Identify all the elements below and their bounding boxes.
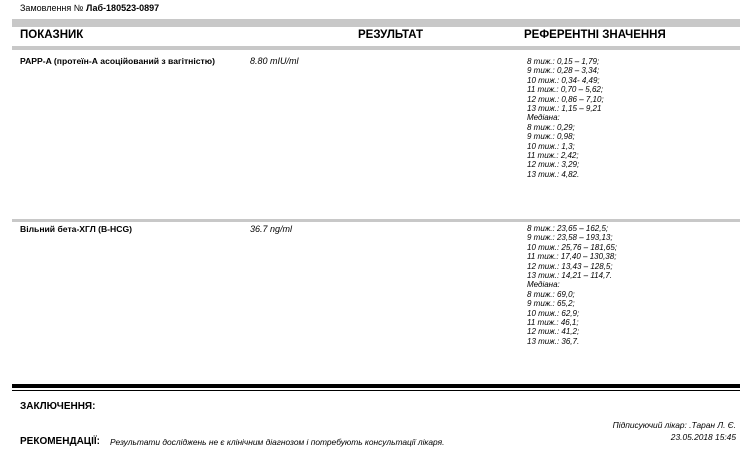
reference-line: 9 тиж.: 65,2; [527,299,575,309]
result-value: 36.7 ng/ml [250,224,293,234]
signature-datetime: 23.05.2018 15:45 [670,432,736,442]
reference-line: 13 тиж.: 1,15 – 9,21 [527,104,602,114]
indicator-name: Вільний бета-ХГЛ (B-HCG) [20,224,132,234]
header-result: РЕЗУЛЬТАТ [358,29,424,41]
reference-line: 12 тиж.: 3,29; [527,160,580,170]
header-bar-top [12,19,740,27]
reference-line: Медіана: [527,280,560,290]
order-id: Лаб-180523-0897 [85,3,160,13]
order-label: Замовлення № [20,3,84,13]
recommendations-text: Результати досліджень не є клінічним діагнозом і потребують консультації лікаря. [110,437,445,447]
header-bar-bottom [12,46,740,50]
reference-line: 10 тиж.: 25,76 – 181,65; [527,242,618,252]
conclusion-label: ЗАКЛЮЧЕННЯ: [20,401,96,412]
reference-line: 13 тиж.: 36,7. [527,336,580,346]
reference-line: 9 тиж.: 23,58 – 193,13; [527,233,613,243]
reference-line: 10 тиж.: 1,3; [527,141,575,151]
header-reference: РЕФЕРЕНТНІ ЗНАЧЕННЯ [524,29,666,41]
reference-line: 11 тиж.: 46,1; [527,318,579,328]
reference-values [527,57,604,179]
reference-line: 8 тиж.: 69,0; [527,289,575,299]
order-number [20,3,159,13]
reference-line: 12 тиж.: 41,2; [527,327,580,337]
reference-line: 13 тиж.: 14,21 – 114,7. [527,271,612,281]
reference-line: 13 тиж.: 4,82. [527,169,580,179]
reference-line: 9 тиж.: 0,98; [527,132,575,142]
divider-thin [12,390,740,391]
reference-line: 12 тиж.: 13,43 – 128,5; [527,261,613,271]
reference-line: 8 тиж.: 0,15 – 1,79; [527,57,600,66]
result-value: 8.80 mIU/ml [250,56,299,66]
row-divider [12,219,740,222]
reference-values [527,224,617,346]
header-indicator: ПОКАЗНИК [20,29,84,41]
reference-line: 12 тиж.: 0,86 – 7,10; [527,94,604,104]
reference-line: 11 тиж.: 0,70 – 5,62; [527,85,604,95]
reference-line: 8 тиж.: 0,29; [527,122,575,132]
reference-line: 11 тиж.: 2,42; [527,151,579,161]
recommendations-label: РЕКОМЕНДАЦІЇ: [20,436,100,447]
reference-line: 10 тиж.: 62,9; [527,308,580,318]
reference-line: Медіана: [527,113,560,123]
indicator-name: PAPP-A (протеїн-А асоційований з вагітністю) [20,56,215,66]
reference-line: 8 тиж.: 23,65 – 162,5; [527,224,609,233]
signing-doctor: Підписуючий лікар: .Таран Л. Є. [612,420,736,430]
reference-line: 10 тиж.: 0,34- 4,49; [527,75,600,85]
reference-line: 11 тиж.: 17,40 – 130,38; [527,252,617,262]
reference-line: 9 тиж.: 0,28 – 3,34; [527,66,600,76]
divider-thick [12,384,740,388]
